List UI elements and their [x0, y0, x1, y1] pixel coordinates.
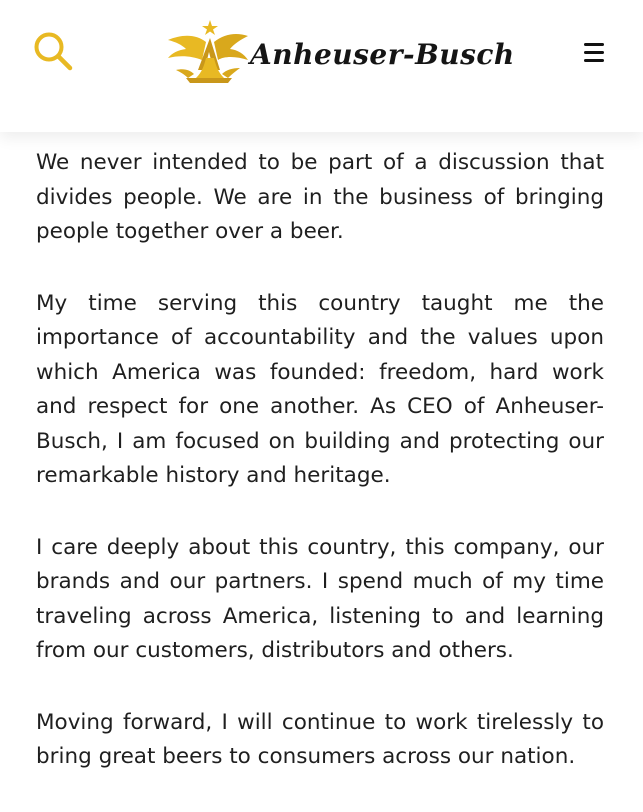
- statement-paragraph: We never intended to be part of a discussion that divides people. We are in the business of bringing people together over a beer.: [36, 150, 604, 244]
- menu-button[interactable]: [582, 40, 608, 66]
- statement-body: [36, 146, 604, 812]
- statement-paragraph: Moving forward, I will continue to work tirelessly to bring great beers to consumers across our nation.: [36, 709, 604, 769]
- search-button[interactable]: [30, 28, 76, 74]
- eagle-emblem-icon: [166, 18, 250, 84]
- search-icon: [30, 28, 76, 74]
- brand-wordmark: Anheuser-Busch: [250, 38, 515, 71]
- statement-paragraph: My time serving this country taught me the importance of accountability and the values upon which America was founded: freedom, hard work and respect for one another. As CEO of Anheuser-Busch, I am focused on building and protecting our remarkable history and heritage.: [36, 290, 604, 488]
- hamburger-menu-icon: [582, 40, 608, 66]
- site-header: [0, 0, 643, 132]
- brand-logo[interactable]: [166, 18, 515, 88]
- statement-paragraph: I care deeply about this country, this company, our brands and our partners. I spend much of my time traveling across America, listening to and learning from our customers, distributors and others.: [36, 534, 604, 663]
